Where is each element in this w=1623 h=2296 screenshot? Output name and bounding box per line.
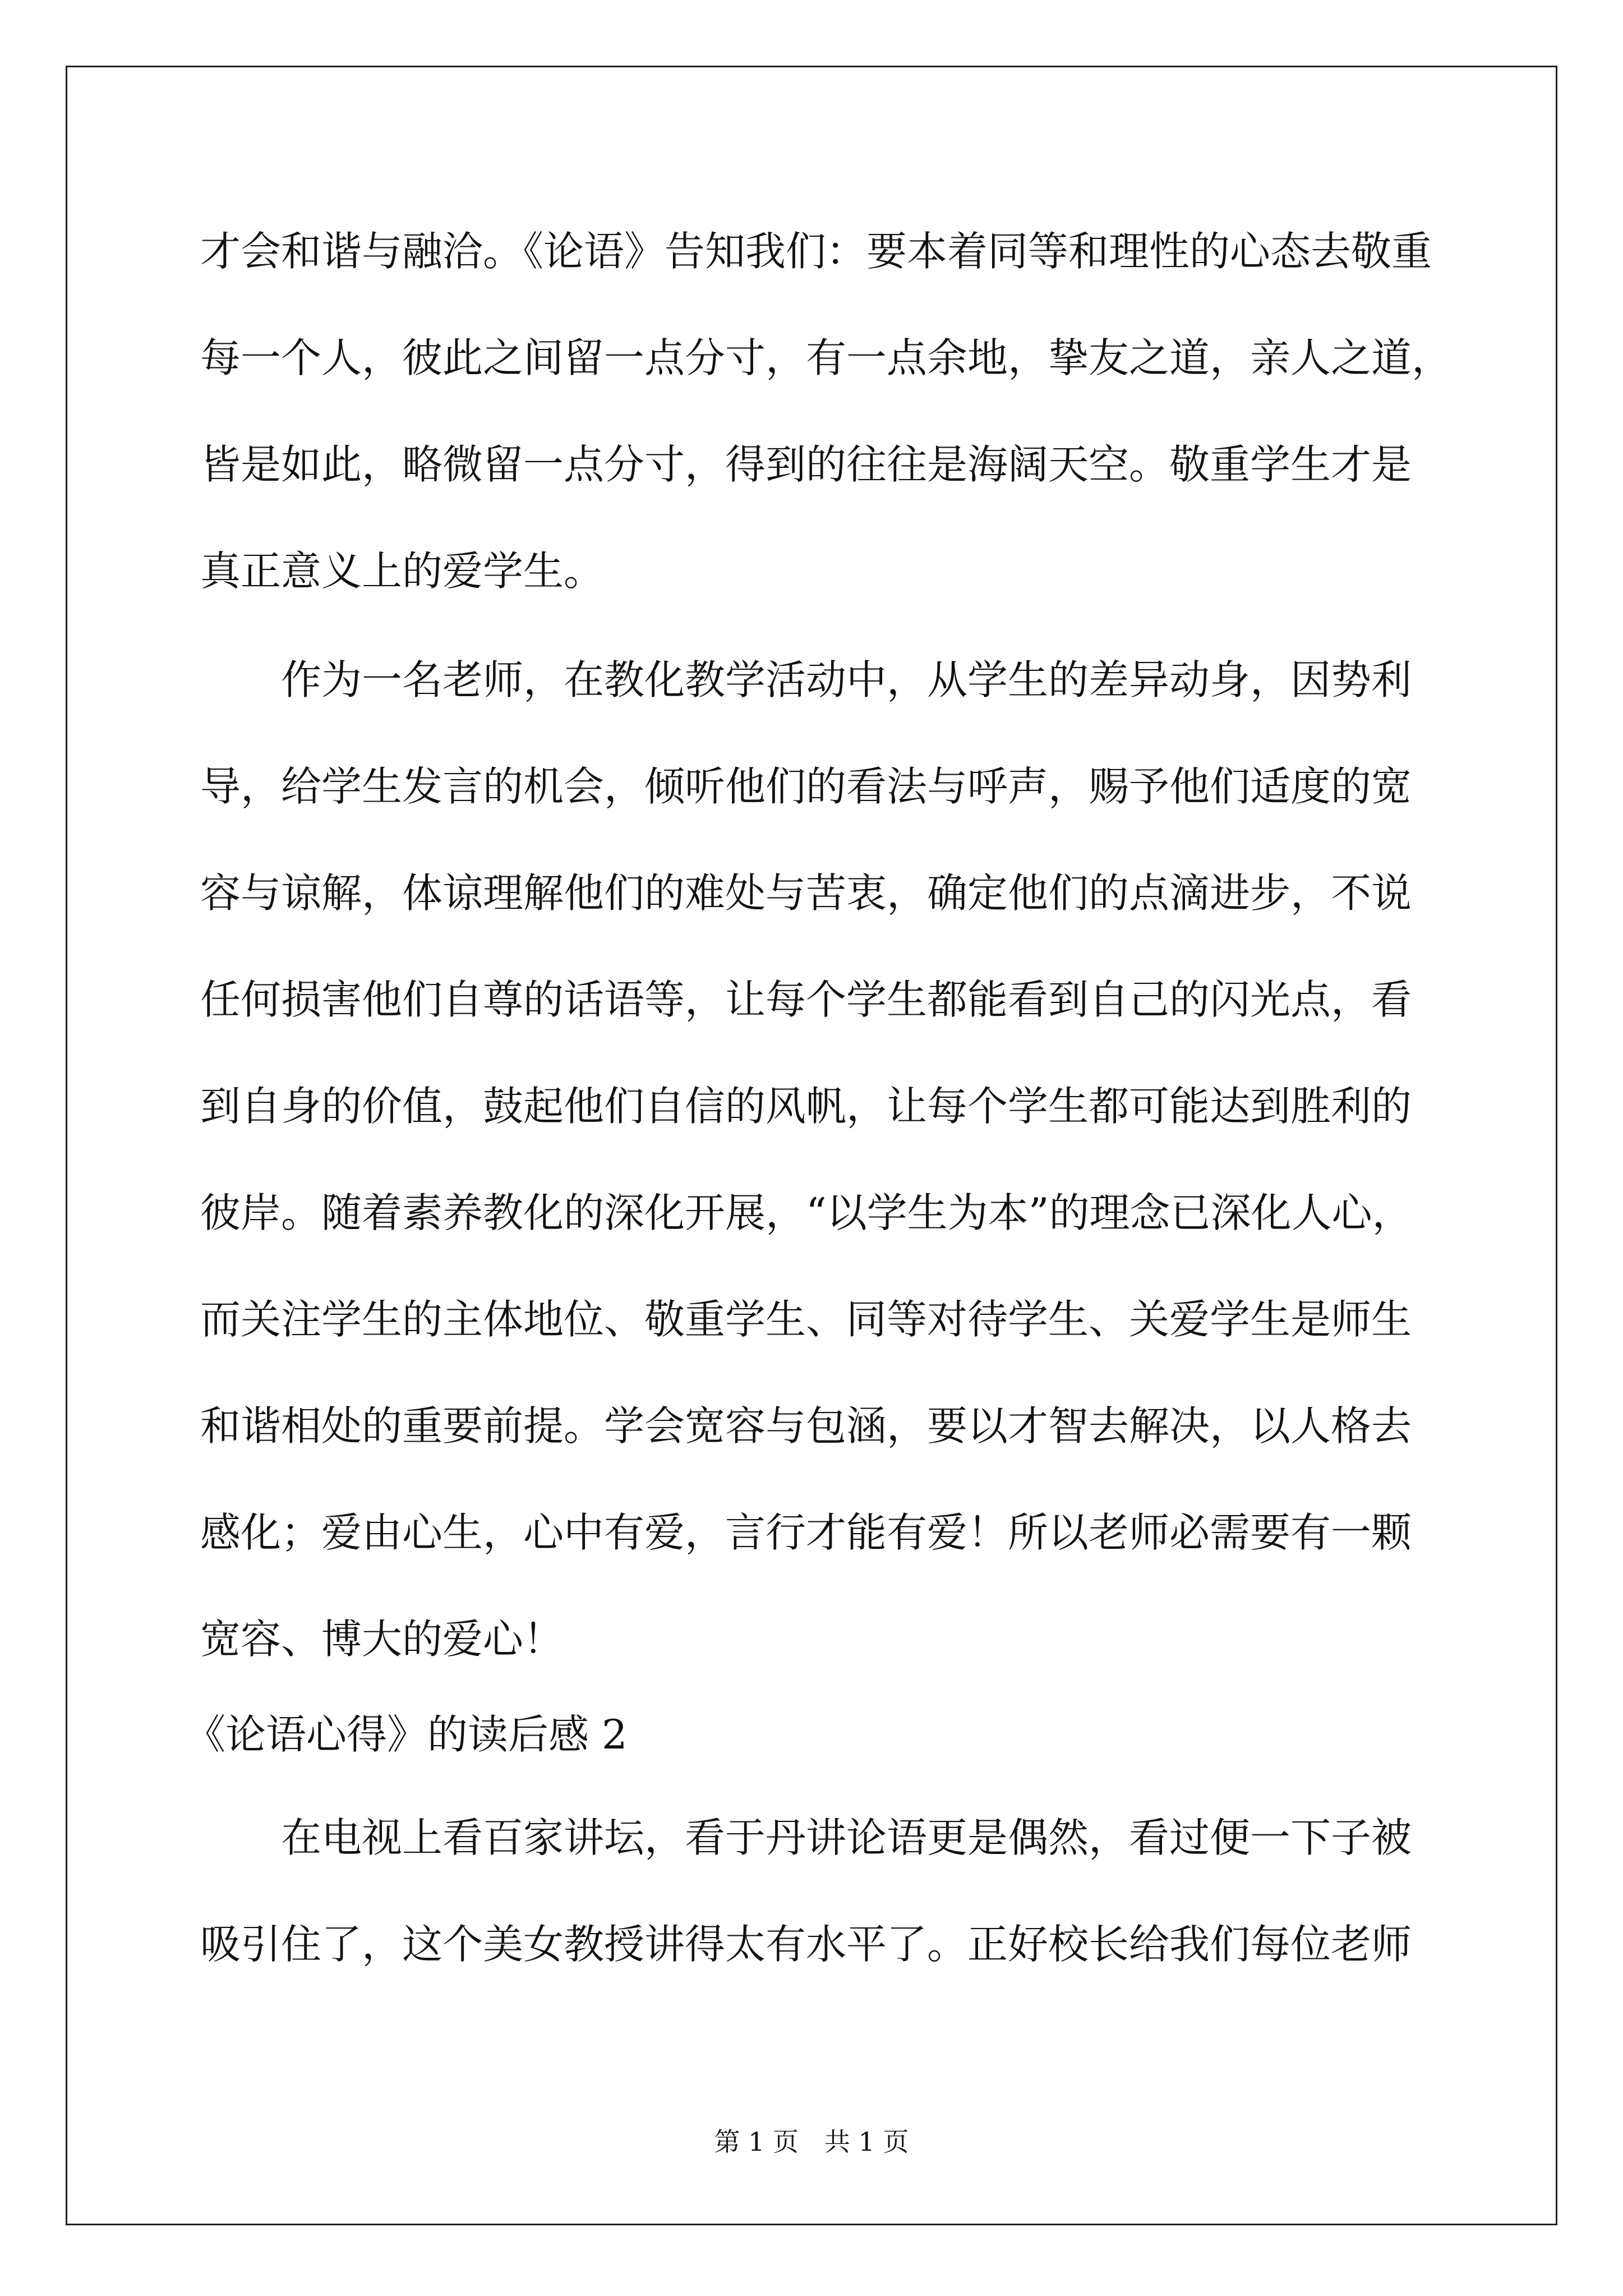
- text-line: 到自身的价值，鼓起他们自信的风帆，让每个学生都可能达到胜利的: [200, 1083, 1412, 1130]
- page-border: [66, 66, 1557, 2225]
- text-line: 在电视上看百家讲坛，看于丹讲论语更是偶然，看过便一下子被: [200, 1814, 1412, 1861]
- text-line: 皆是如此，略微留一点分寸，得到的往往是海阔天空。敬重学生才是: [200, 441, 1412, 488]
- text-line: 和谐相处的重要前提。学会宽容与包涵，要以才智去解决，以人格去: [200, 1402, 1412, 1450]
- text-line: 感化；爱由心生，心中有爱，言行才能有爱！所以老师必需要有一颗: [200, 1509, 1412, 1556]
- text-line: 每一个人，彼此之间留一点分寸，有一点余地，挚友之道，亲人之道，: [200, 334, 1453, 381]
- text-line: 任何损害他们自尊的话语等，让每个学生都能看到自己的闪光点，看: [200, 976, 1412, 1023]
- text-line: 吸引住了，这个美女教授讲得太有水平了。正好校长给我们每位老师: [200, 1921, 1412, 1968]
- text-line: 彼岸。随着素养教化的深化开展，“以学生为本”的理念已深化人心，: [200, 1189, 1413, 1236]
- text-line: 导，给学生发言的机会，倾听他们的看法与呼声，赐予他们适度的宽: [200, 763, 1412, 810]
- page-footer: 第 1 页 共 1 页: [714, 2127, 909, 2157]
- text-line: 容与谅解，体谅理解他们的难处与苦衷，确定他们的点滴进步，不说: [200, 869, 1412, 917]
- text-line: 宽容、博大的爱心！: [200, 1616, 564, 1663]
- text-line: 作为一名老师，在教化教学活动中，从学生的差异动身，因势利: [200, 656, 1412, 703]
- text-line: 而关注学生的主体地位、敬重学生、同等对待学生、关爱学生是师生: [200, 1296, 1412, 1343]
- text-line: 才会和谐与融洽。《论语》告知我们：要本着同等和理性的心态去敬重: [200, 228, 1432, 275]
- text-line: 真正意义上的爱学生。: [200, 547, 605, 595]
- section-heading: 《论语心得》的读后感 2: [185, 1711, 628, 1758]
